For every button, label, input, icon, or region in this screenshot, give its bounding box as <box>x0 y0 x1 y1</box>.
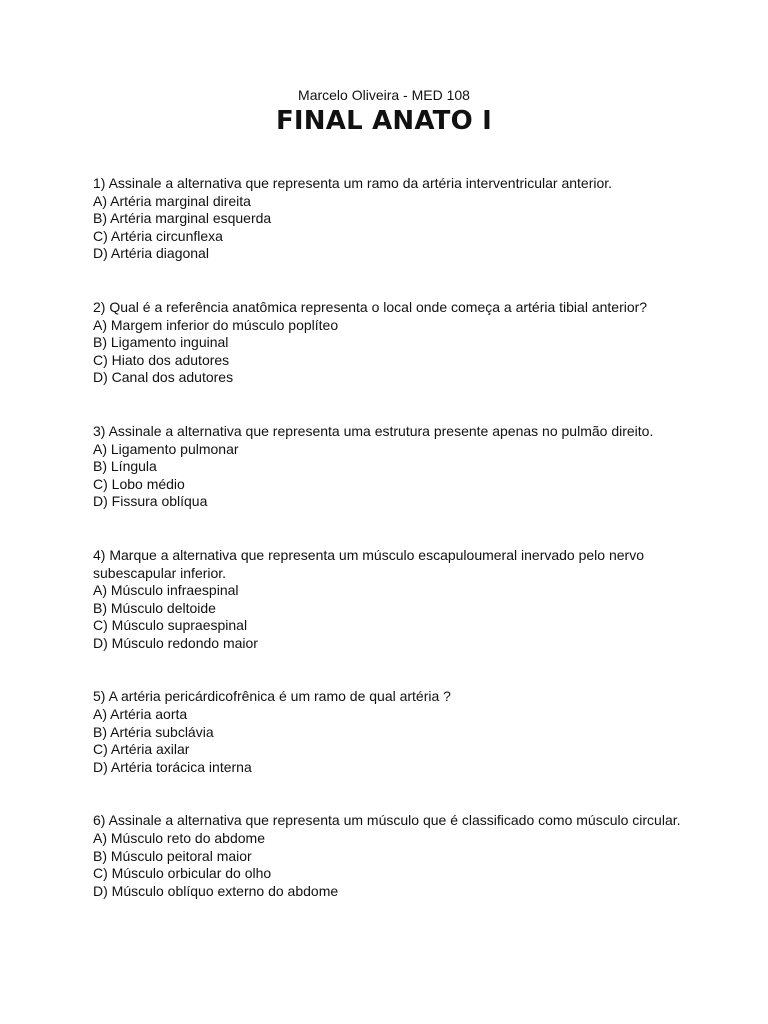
option-d: D) Artéria torácica interna <box>93 758 252 775</box>
option-d: D) Músculo oblíquo externo do abdome <box>93 882 339 899</box>
option-d: D) Fissura oblíqua <box>93 493 208 510</box>
option-d: D) Canal dos adutores <box>93 369 234 386</box>
option-c: C) Artéria circunflexa <box>93 227 223 244</box>
question-6 <box>93 812 693 900</box>
option-a: A) Músculo reto do abdome <box>93 830 265 847</box>
question-1 <box>93 175 693 263</box>
document-header <box>0 86 768 136</box>
option-c: C) Hiato dos adutores <box>93 351 230 368</box>
question-3 <box>93 423 693 511</box>
question-text: 6) Assinale a alternativa que representa um músculo que é classificado como músculo circular. <box>93 812 681 829</box>
option-d: D) Músculo redondo maior <box>93 634 258 651</box>
option-c: C) Lobo médio <box>93 475 185 492</box>
page-title: FINAL ANATO I <box>275 106 493 136</box>
option-c: C) Músculo orbicular do olho <box>93 865 272 882</box>
option-b: B) Língula <box>93 458 157 475</box>
question-text: 3) Assinale a alternativa que representa uma estrutura presente apenas no pulmão direito. <box>93 422 654 439</box>
option-a: A) Músculo infraespinal <box>93 582 239 599</box>
option-d: D) Artéria diagonal <box>93 245 209 262</box>
author-line: Marcelo Oliveira - MED 108 <box>298 87 470 103</box>
option-a: A) Margem inferior do músculo poplíteo <box>93 316 339 333</box>
question-2 <box>93 299 693 387</box>
option-b: B) Artéria marginal esquerda <box>93 210 272 227</box>
question-5 <box>93 688 693 776</box>
option-a: A) Ligamento pulmonar <box>93 440 239 457</box>
option-b: B) Ligamento inguinal <box>93 334 229 351</box>
question-list <box>93 175 693 936</box>
question-text: 1) Assinale a alternativa que representa um ramo da artéria interventricular anterior. <box>93 175 613 191</box>
question-text: 4) Marque a alternativa que representa um músculo escapuloumeral inervado pelo nervo subescapular inferior. <box>93 546 644 581</box>
option-b: B) Músculo deltoide <box>93 599 216 616</box>
option-a: A) Artéria marginal direita <box>93 192 251 209</box>
option-c: C) Músculo supraespinal <box>93 617 248 634</box>
option-b: B) Artéria subclávia <box>93 723 214 740</box>
question-text: 5) A artéria pericárdicofrênica é um ramo de qual artéria ? <box>93 688 451 705</box>
question-text: 2) Qual é a referência anatômica representa o local onde começa a artéria tibial anterior? <box>93 298 648 315</box>
option-c: C) Artéria axilar <box>93 741 190 758</box>
option-a: A) Artéria aorta <box>93 706 188 723</box>
option-b: B) Músculo peitoral maior <box>93 847 252 864</box>
question-4 <box>93 547 693 653</box>
